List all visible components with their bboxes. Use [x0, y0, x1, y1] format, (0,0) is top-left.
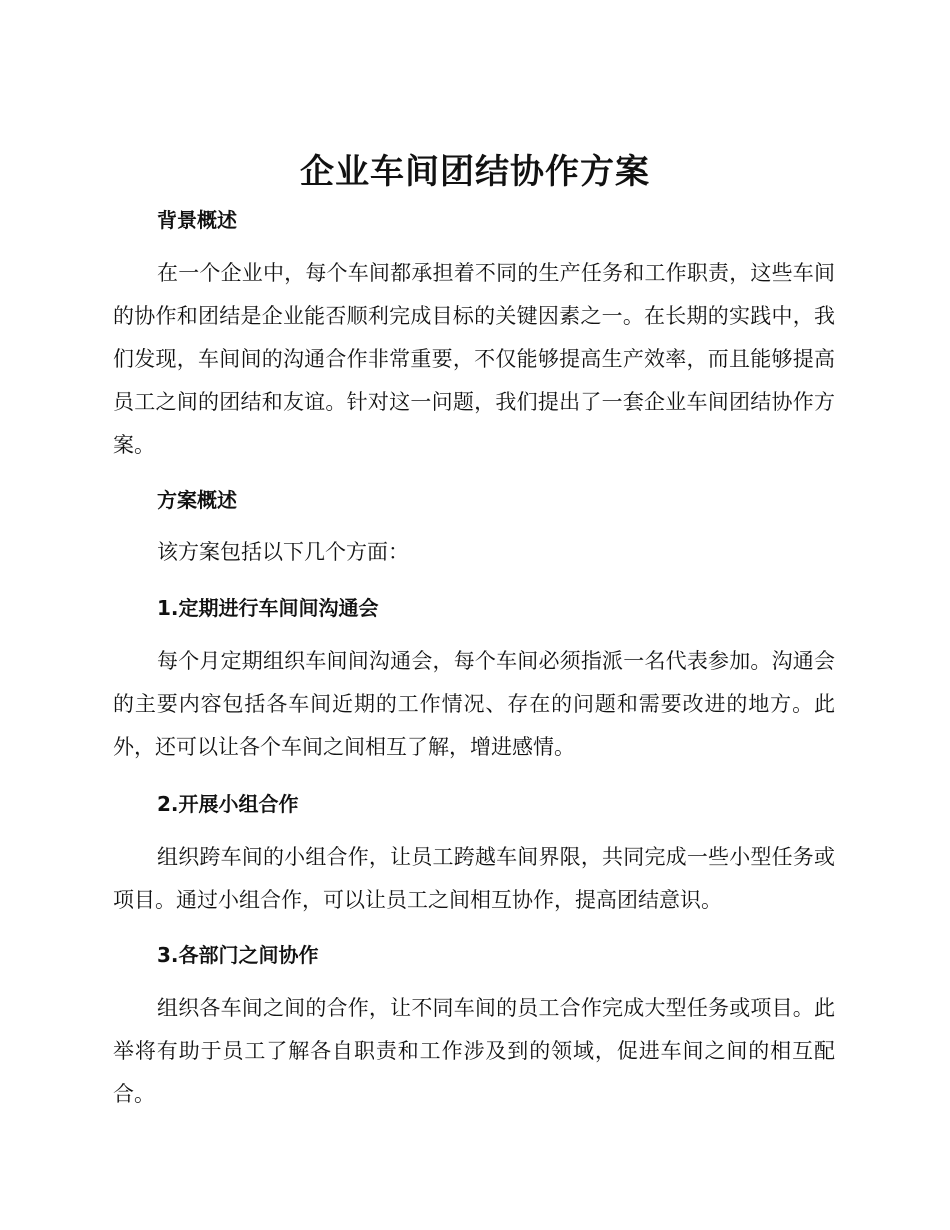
paragraph-background: 在一个企业中，每个车间都承担着不同的生产任务和工作职责，这些车间的协作和团结是企业能否顺利完成目标的关键因素之一。在长期的实践中，我们发现，车间间的沟通合作非常重要，不仅能够提高生产效率，而且能够提高员工之间的团结和友谊。针对这一问题，我们提出了一套企业车间团结协作方案。	[113, 261, 835, 457]
paragraph-group-cooperation: 组织跨车间的小组合作，让员工跨越车间界限，共同完成一些小型任务或项目。通过小组合作，可以让员工之间相互协作，提高团结意识。	[113, 845, 835, 912]
section-heading-department-collaboration: 3.各部门之间协作	[157, 943, 319, 967]
section-heading-background: 背景概述	[157, 208, 237, 232]
section-heading-communication-meeting: 1.定期进行车间间沟通会	[157, 596, 379, 620]
section-heading-plan-overview: 方案概述	[157, 488, 237, 512]
document-title: 企业车间团结协作方案	[300, 152, 650, 192]
paragraph-department-collaboration: 组织各车间之间的合作，让不同车间的员工合作完成大型任务或项目。此举将有助于员工了解各自职责和工作涉及到的领域，促进车间之间的相互配合。	[113, 996, 835, 1106]
paragraph-communication-meeting: 每个月定期组织车间间沟通会，每个车间必须指派一名代表参加。沟通会的主要内容包括各车间近期的工作情况、存在的问题和需要改进的地方。此外，还可以让各个车间之间相互了解，增进感情。	[113, 649, 835, 759]
paragraph-plan-overview: 该方案包括以下几个方面：	[157, 540, 409, 564]
section-heading-group-cooperation: 2.开展小组合作	[157, 792, 299, 816]
